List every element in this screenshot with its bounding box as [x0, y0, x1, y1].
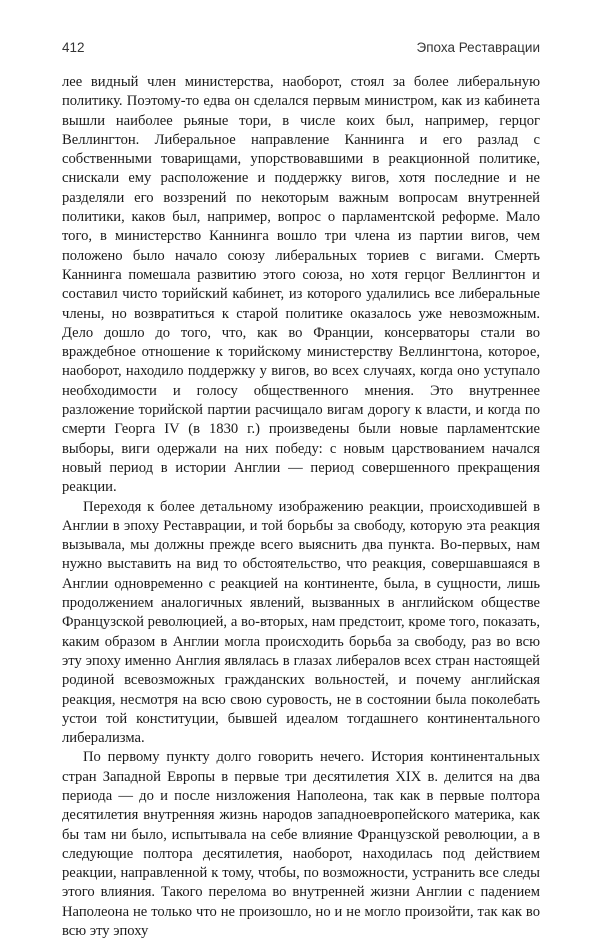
- running-head: [62, 40, 540, 60]
- section-title: Эпоха Реставрации: [416, 40, 540, 55]
- paragraph: Переходя к более детальному изображению реакции, происходившей в Англии в эпоху Реставрации, и той борьбы за свободу, которую эта реакция вызывала, мы должны прежде всего выяснить два пункта. Во-первых, нам нужно выставить на вид то обстоятельство, что реакция, совершавшаяся в Англии одновременно с реакцией на континенте, была, в сущности, лишь продолжением аналогичных явлений, вызванных в английском обществе Французской революцией, а во-вторых, нам предстоит, кроме того, показать, каким образом в Англии могла происходить борьба за свободу, раз во всю эту эпоху именно Англия являлась в глазах либералов всех стран настоящей родиной всевозможных гражданских вольностей, и почему английская реакция, несмотря на всю свою суровость, не в состоянии была поколебать устои той конституции, бывшей идеалом тогдашнего континентального либерализма.: [62, 498, 540, 747]
- body-text: [62, 73, 540, 941]
- paragraph-continued: лее видный член министерства, наоборот, стоял за более либеральную политику. Поэтому-то едва он сделался первым министром, как из кабинета вышли наиболее рьяные тори, в числе коих был, например, герцог Веллингтон. Либеральное направление Каннинга и его разлад с собственными товарищами, упорствовавшими в реакционной политике, снискали ему расположение и поддержку вигов, хотя последние и не разделяли его воззрений по некоторым важным вопросам внутренней политики, каков был, например, вопрос о парламентской реформе. Мало того, в министерство Каннинга вошло три члена из партии вигов, чем положено было начало союзу либеральных ториев с вигами. Смерть Каннинга помешала развитию этого союза, но хотя герцог Веллингтон и составил чисто торийский кабинет, из которого удалились все либеральные члены, но возвратиться к старой политике оказалось уже невозможным. Дело дошло до того, что, как во Франции, консерваторы стали во враждебное отношение к торийскому министерству Веллингтона, которое, наоборот, находило поддержку у вигов, во всех случаях, когда оно уступало необходимости и голосу общественного мнения. Это внутреннее разложение торийской партии расчищало вигам дорогу к власти, и когда по смерти Георга IV (в 1830 г.) произведены были новые парламентские выборы, виги одержали на них победу: с новым царствованием начался новый период в истории Англии — период совершенного прекращения реакции.: [62, 74, 540, 496]
- page-number: 412: [62, 40, 85, 55]
- paragraph: По первому пункту долго говорить нечего. История континентальных стран Западной Европы в первые три десятилетия XIX в. делится на два периода — до и после низложения Наполеона, так как в первые полтора десятилетия внутренняя жизнь народов западноевропейского материка, как бы там ни было, испытывала на себе влияние Французской революции, а в следующие полтора десятилетия, наоборот, находилась под действием реакции, направленной к тому, чтобы, по возможности, устранить все следы этого влияния. Такого перелома во внутренней жизни Англии с падением Наполеона не только что не произошло, но и не могло произойти, так как во всю эту эпоху: [62, 749, 540, 940]
